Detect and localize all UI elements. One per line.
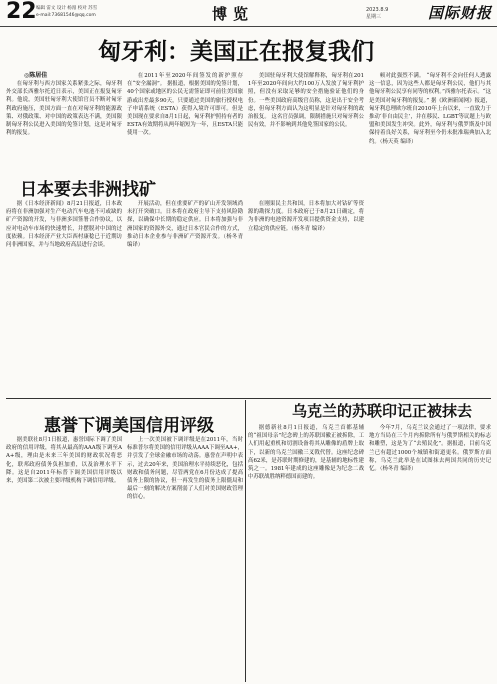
page-header (0, 0, 497, 27)
editor-line: 编辑 雷文 设计 杨漫 校对 苏雪 (36, 6, 98, 11)
section-divider (6, 398, 491, 399)
date-line: 2023.8.9 (366, 7, 389, 13)
article-hungary-col4: 顿对此强烈不满。 “匈牙利不会向任何人透露这一信息，因为这些人都是匈牙利公民，他们与其他匈牙利公民享有同等的权利。”西雅尔托表示。“这是美国对匈牙利的报复。” 据《欧洲新闻网》报道，匈牙利总理欧尔班自2010年上台以来，一直致力于推动‘非自由民主’，并在移民、LGBT等议题上与欧盟和美国发生冲突。此外，匈牙利与俄罗斯及中国保持着良好关系，匈牙利至今仍未批准瑞典加入北约。（杨天英 编译） (369, 73, 491, 145)
masthead-logo: 国际财报 (427, 4, 492, 22)
headline-hungary: 匈牙利：美国正在报复我们 (98, 39, 374, 65)
headline-fitch: 惠誉下调美国信用评级 (44, 416, 214, 436)
page-number: 22 (6, 0, 37, 24)
section-name: 博览 (212, 5, 255, 23)
email-line: e-mail:73681546@qq.com (36, 13, 96, 18)
headline-ukraine: 乌克兰的苏联印记正被抹去 (292, 402, 473, 420)
article-ukraine-col2: 今年7月，乌克兰议会通过了一项法律，要求地方当局在三个月内拆除所有与俄罗斯相关的标志和雕塑，这是为了“去殖民化”。据报道，目前乌克兰已有超过1000个城镇和街道更名。俄罗斯方面称，乌克兰此举是在试图抹去两国共同的历史记忆。（杨冬青 编译） (369, 425, 491, 473)
article-fitch-col1: 据美联社8月1日报道，惠誉国际下调了美国政府的信用评级，将其从最高的AAA级下调至AA+级，理由是未来三年美国的财政状况将恶化，联邦政府债务负担加重，以及治理水平下降。这是自2011年标普下调美国信用评级以来，美国第二次被主要评级机构下调信用评级。 (6, 437, 122, 485)
article-hungary-col1: 在匈牙利与西方国家关系紧张之际，匈牙利外交部长西雅尔托近日表示，美国正在报复匈牙利。他说，美国驻匈牙利大使馆官员不断对匈牙利政府施压，美国方面一直在对匈牙利的能源政策、对俄政策、对中国的政策表达不满，美国限制匈牙利公民进入美国的免签计划，这是对匈牙利的报复。 (6, 81, 122, 137)
headline-japan: 日本要去非洲找矿 (20, 180, 156, 200)
vertical-divider (245, 400, 246, 682)
article-fitch-col2: 上一次美国被下调评级是在2011年，当时标准普尔将美国的信用评级从AAA下调至AA+，并引发了全球金融市场的动荡。惠誉在声明中表示，过去20年来，美国治理水平持续恶化，包括财政和债务问题，尽管两党在6月份达成了提高债务上限的协议，但一再发生的债务上限僵局和最后一刻的解决方案削弱了人们对美国财政管理的信心。 (127, 437, 243, 501)
article-ukraine-col1: 据德新社8月1日报道，乌克兰首都基辅的“祖国母亲”纪念碑上的苏联国徽正被拆除，工人们用起重机和切割设备将其从雕像的盾牌上取下，以新的乌克兰国徽三叉戟代替。这座纪念碑高62米，是苏联时期修建的，是基辅的地标性建筑之一。1981年建成的这座雕像是为纪念二战中苏联战胜纳粹德国而建的。 (248, 425, 364, 481)
byline: ◎陈居佳 (24, 72, 48, 79)
article-japan-col1: 据《日本经济新闻》8月21日报道，日本政府将在非洲加强对生产电动汽车电池不可或缺的矿产资源的开发，与非洲多国签署合作协议，以应对电动车市场的快速增长，并摆脱对中国的过度依赖。日本经济产业大臣西村康稔已于近期访问非洲国家，并与当地政府高层进行会谈。 (6, 201, 122, 249)
article-japan-col3: 在刚果民主共和国，日本将加大对钴矿等资源的勘探力度。日本政府已于8月21日确定，将为非洲的电池资源开发项目提供资金支持，以建立稳定的供应链。（杨冬青 编译） (248, 201, 364, 232)
article-hungary-col2: 在2011年至2020年间签发的新护照存在“安全漏洞”。 据报道，根据美国的免签计划，40个国家或地区的公民无需签证即可前往美国旅游或出差最多90天，只要通过美国的旅行授权电子申请系统（ESTA）获得入境许可即可。但是美国现在要求自8月1日起，匈牙利护照持有者的ESTA有效期将从两年缩短为一年，且ESTA只能使用一次。 (127, 73, 243, 137)
article-hungary-col3: 美国驻匈牙利大使馆解释称，匈牙利在2011年至2020年间向大约100万人发放了匈牙利护照，但没有采取足够的安全措施验证他们的身份。一些美国政府高级官员称，这是出于安全考虑，但匈牙利方面认为这明显是针对匈牙利的政治报复。 这名官员强调，限制措施只对匈牙利公民有效，并不影响到其他免签国家的公民。 (248, 73, 364, 129)
weekday-line: 星期三 (366, 14, 382, 20)
article-japan-col2: 开展活动，但在重要矿产的矿山开发领域尚未打开突破口。日本将在政府主导下支持风险勘探，以确保中长期的稳定供应。日本将加强与非洲国家的资源外交，通过日本官民合作的方式，推动日本企业参与非洲矿产资源开发。（杨冬青 编译） (127, 201, 243, 249)
